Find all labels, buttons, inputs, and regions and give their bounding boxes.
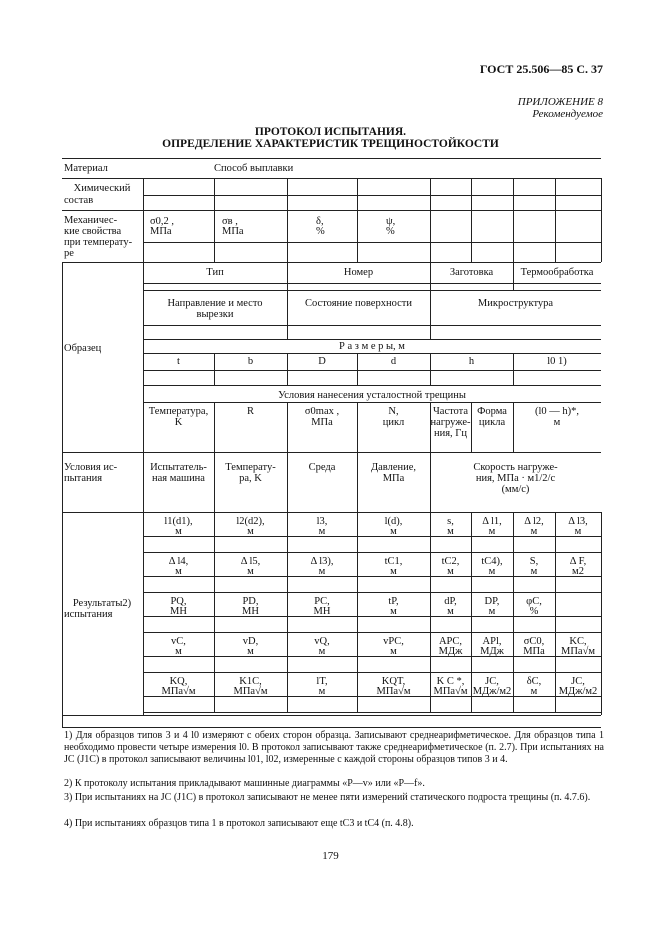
result-1-0-unit: м <box>175 566 182 577</box>
table-rule <box>513 210 514 262</box>
result-4-5: JC, <box>485 676 499 687</box>
result-3-5-unit: МДж <box>480 646 504 657</box>
table-rule <box>143 339 601 340</box>
fatigue-r: R <box>246 406 254 417</box>
result-4-1-unit: МПа√м <box>233 686 268 697</box>
table-rule <box>62 262 63 727</box>
table-rule <box>430 178 431 210</box>
result-2-1-unit: МН <box>242 606 259 617</box>
result-0-6: Δ l2, <box>524 516 544 527</box>
fatigue-temp-unit: K <box>174 417 183 428</box>
mech-delta: δ, <box>316 216 324 227</box>
result-1-3-unit: м <box>390 566 397 577</box>
result-0-4: s, <box>447 516 454 527</box>
result-3-6: σC0, <box>523 636 545 647</box>
cond-press-2: МПа <box>382 473 405 484</box>
size-5: l0 1) <box>547 356 567 367</box>
result-4-3-unit: МПа√м <box>376 686 411 697</box>
table-rule <box>143 552 601 553</box>
appendix-status: Рекомендуемое <box>532 108 603 120</box>
result-3-1-unit: м <box>247 646 254 657</box>
table-rule <box>357 178 358 210</box>
mech-sigmab-unit: МПа <box>222 226 244 237</box>
result-3-7: KC, <box>569 636 587 647</box>
result-0-3: l(d), <box>384 516 403 527</box>
result-2-1: PD, <box>242 596 259 607</box>
melting-method-label: Способ выплавки <box>214 163 294 174</box>
footnote-4: 4) При испытаниях образцов типа 1 в протокол записывают еще tC3 и tC4 (п. 4.8). <box>64 818 414 829</box>
result-3-5: APl, <box>482 636 502 647</box>
result-4-7: JC, <box>571 676 585 687</box>
table-rule <box>214 178 215 210</box>
mech-delta-unit: % <box>316 226 325 237</box>
mech-sigma02-unit: МПа <box>150 226 172 237</box>
cond-label-1: Условия ис- <box>64 462 118 473</box>
table-rule <box>471 210 472 262</box>
mech-sigmab: σв , <box>222 216 238 227</box>
mech-label-4: ре <box>64 248 74 259</box>
fatigue-l: (l0 — h)*, <box>534 406 580 417</box>
result-3-1: vD, <box>242 636 259 647</box>
result-2-6-unit: % <box>529 606 539 617</box>
appendix-number: ПРИЛОЖЕНИЕ 8 <box>517 96 603 108</box>
result-4-5-unit: МДж/м2 <box>472 686 512 697</box>
fatigue-temp: Температура, <box>148 406 209 417</box>
table-rule <box>601 512 602 715</box>
result-0-2: l3, <box>316 516 328 527</box>
result-2-5: DP, <box>484 596 500 607</box>
result-1-7-unit: м2 <box>572 566 584 577</box>
result-3-7-unit: МПа√м <box>561 646 595 657</box>
table-rule <box>143 370 601 371</box>
page-number: 179 <box>322 850 339 862</box>
result-4-2-unit: м <box>318 686 326 697</box>
sample-type: Тип <box>206 267 224 278</box>
sample-blank: Заготовка <box>449 267 494 278</box>
result-3-4: APC, <box>438 636 463 647</box>
table-rule <box>430 210 431 262</box>
sizes-header: Р а з м е р ы, м <box>339 341 405 352</box>
material-label: Материал <box>64 163 108 174</box>
result-0-7-unit: м <box>574 526 582 537</box>
cond-speed-2: ния, МПа · м1/2/с <box>475 473 556 484</box>
fatigue-sigma: σ0max , <box>304 406 340 417</box>
size-2: D <box>318 356 326 367</box>
appendix-label <box>518 96 603 120</box>
result-1-4-unit: м <box>447 566 454 577</box>
size-1: b <box>247 356 254 367</box>
table-rule <box>62 727 601 728</box>
result-4-1: K1C, <box>239 676 262 687</box>
table-rule <box>143 385 601 386</box>
result-4-0-unit: МПа√м <box>161 686 196 697</box>
sample-number: Номер <box>343 267 374 278</box>
result-2-0: PQ, <box>170 596 187 607</box>
result-3-2: vQ, <box>314 636 330 647</box>
result-2-5-unit: м <box>488 606 496 617</box>
cond-temp-2: ра, K <box>239 473 262 484</box>
result-4-0: KQ, <box>169 676 188 687</box>
table-rule <box>555 178 556 210</box>
result-0-2-unit: м <box>318 526 326 537</box>
table-rule <box>143 178 144 210</box>
cond-press-1: Давление, <box>370 462 417 473</box>
cond-env: Среда <box>308 462 336 473</box>
document-header: ГОСТ 25.506—85 С. 37 <box>479 62 603 76</box>
table-rule <box>143 592 601 593</box>
fatigue-l-unit: м <box>553 417 561 428</box>
fatigue-n-unit: цикл <box>382 417 405 428</box>
result-3-4-unit: МДж <box>438 646 463 657</box>
result-0-4-unit: м <box>447 526 454 537</box>
table-rule <box>287 178 288 210</box>
result-0-5-unit: м <box>488 526 496 537</box>
table-rule <box>62 715 601 716</box>
result-0-6-unit: м <box>530 526 538 537</box>
sample-direction-1: Направление и место <box>167 298 263 309</box>
result-0-7: Δ l3, <box>568 516 588 527</box>
result-1-1-unit: м <box>247 566 254 577</box>
result-4-3: KQT, <box>381 676 406 687</box>
table-rule <box>143 512 601 513</box>
table-rule <box>287 452 288 512</box>
result-2-0-unit: МН <box>170 606 187 617</box>
fatigue-form-1: Форма <box>477 406 507 417</box>
result-1-1: Δ l5, <box>240 556 261 567</box>
table-rule <box>143 672 601 673</box>
result-2-2-unit: МН <box>313 606 331 617</box>
fatigue-n: N, <box>388 406 399 417</box>
result-1-5: tC4), <box>481 556 503 567</box>
table-rule <box>471 178 472 210</box>
cond-label-2: пытания <box>64 473 103 484</box>
result-1-7: Δ F, <box>569 556 587 567</box>
result-1-4: tC2, <box>441 556 460 567</box>
result-4-2: lT, <box>316 676 328 687</box>
table-rule <box>143 353 601 354</box>
cond-speed-1: Скорость нагруже- <box>473 462 558 473</box>
footnote-3: 3) При испытаниях на JC (J1C) в протокол записывают не менее пяти измерений статического подроста трещины (п. 4.7.6). <box>64 792 591 803</box>
result-4-7-unit: МДж/м2 <box>558 686 598 697</box>
title-line-1: ПРОТОКОЛ ИСПЫТАНИЯ. <box>254 126 407 138</box>
table-rule <box>214 210 215 262</box>
mech-label-2: кие свойства <box>64 226 122 237</box>
page-title <box>0 126 661 150</box>
results-label-1: Результаты2) <box>72 598 132 609</box>
table-rule <box>555 210 556 262</box>
result-2-6: φC, <box>526 596 542 607</box>
table-rule <box>513 178 514 210</box>
table-rule <box>143 210 144 262</box>
result-2-4: dP, <box>444 596 457 607</box>
result-1-2: Δ l3), <box>310 556 334 567</box>
result-3-6-unit: МПа <box>523 646 545 657</box>
result-2-3-unit: м <box>390 606 397 617</box>
table-rule <box>143 290 601 291</box>
results-label-2: испытания <box>64 609 113 620</box>
size-4: h <box>468 356 475 367</box>
result-4-4-unit: МПа√м <box>433 686 468 697</box>
cond-machine-1: Испытатель- <box>150 462 207 473</box>
result-4-6: δC, <box>526 676 542 687</box>
table-rule <box>143 283 601 284</box>
result-0-1-unit: м <box>247 526 254 537</box>
mech-psi: ψ, <box>386 216 396 227</box>
table-rule <box>287 210 288 262</box>
sample-direction-2: вырезки <box>196 309 234 320</box>
result-3-3: vPC, <box>383 636 404 647</box>
footnote-1: 1) Для образцов типов 3 и 4 l0 измеряют с обеих сторон образца. Записывают среднеарифметическое. Для образцов типа 1 необходимо провести четыре измерения l0. В протокол записывают также среднеарифметическое (п. 2.7). При испытаниях на JC (J1C) в протокол записывают величины l01, l02, измеренные с каждой стороны образцов типов 3 и 4. <box>64 730 604 765</box>
cond-speed-3: (мм/с) <box>501 484 530 495</box>
footnote-2: 2) К протоколу испытания прикладывают машинные диаграммы «P—v» или «P—f». <box>64 778 425 789</box>
result-4-6-unit: м <box>530 686 538 697</box>
result-1-3: tC1, <box>384 556 403 567</box>
result-1-2-unit: м <box>318 566 326 577</box>
sample-surface: Состояние поверхности <box>305 298 412 309</box>
sample-heat: Термообработка <box>520 267 594 278</box>
result-3-3-unit: м <box>390 646 397 657</box>
result-3-0-unit: м <box>175 646 182 657</box>
table-rule <box>143 402 601 403</box>
table-rule <box>601 178 602 210</box>
result-1-6: S, <box>529 556 539 567</box>
result-1-0: Δ l4, <box>168 556 189 567</box>
result-2-4-unit: м <box>447 606 454 617</box>
fatigue-form-2: цикла <box>478 417 506 428</box>
table-rule <box>62 158 601 159</box>
fatigue-freq-1: Частота <box>432 406 469 417</box>
result-0-1: l2(d2), <box>236 516 265 527</box>
chem-label-1: Химический <box>73 183 131 194</box>
result-0-0: l1(d1), <box>164 516 193 527</box>
table-rule <box>62 452 601 453</box>
sample-label: Образец <box>64 343 102 354</box>
result-0-5: Δ l1, <box>482 516 502 527</box>
cond-temp-1: Температу- <box>225 462 276 473</box>
fatigue-header: Условия нанесения усталостной трещины <box>278 390 466 401</box>
result-1-5-unit: м <box>488 566 496 577</box>
result-0-3-unit: м <box>390 526 397 537</box>
fatigue-freq-2: нагруже- <box>430 417 471 428</box>
result-4-4: K C *, <box>436 676 465 687</box>
mech-sigma02: σ0,2 , <box>150 216 175 227</box>
table-rule <box>143 632 601 633</box>
table-rule <box>601 210 602 262</box>
table-rule <box>143 242 601 243</box>
result-2-2: PC, <box>314 596 330 607</box>
mech-psi-unit: % <box>386 226 395 237</box>
result-3-2-unit: м <box>318 646 326 657</box>
cond-machine-2: ная машина <box>152 473 205 484</box>
result-1-6-unit: м <box>530 566 538 577</box>
title-line-2: ОПРЕДЕЛЕНИЕ ХАРАКТЕРИСТИК ТРЕЩИНОСТОЙКОСТИ <box>162 138 499 150</box>
mech-label-1: Механичес- <box>64 215 118 226</box>
fatigue-sigma-unit: МПа <box>311 417 333 428</box>
size-0: t <box>177 356 180 367</box>
size-3: d <box>390 356 397 367</box>
table-rule <box>357 210 358 262</box>
mech-label-3: при температу- <box>64 237 133 248</box>
chem-label-2: состав <box>64 195 94 206</box>
result-3-0: vC, <box>171 636 186 647</box>
result-2-3: tP, <box>388 596 399 607</box>
table-rule <box>143 195 601 196</box>
fatigue-freq-3: ния, Гц <box>433 428 467 439</box>
table-rule <box>143 712 601 713</box>
sample-micro: Микроструктура <box>477 298 554 309</box>
table-rule <box>143 325 601 326</box>
result-0-0-unit: м <box>175 526 182 537</box>
